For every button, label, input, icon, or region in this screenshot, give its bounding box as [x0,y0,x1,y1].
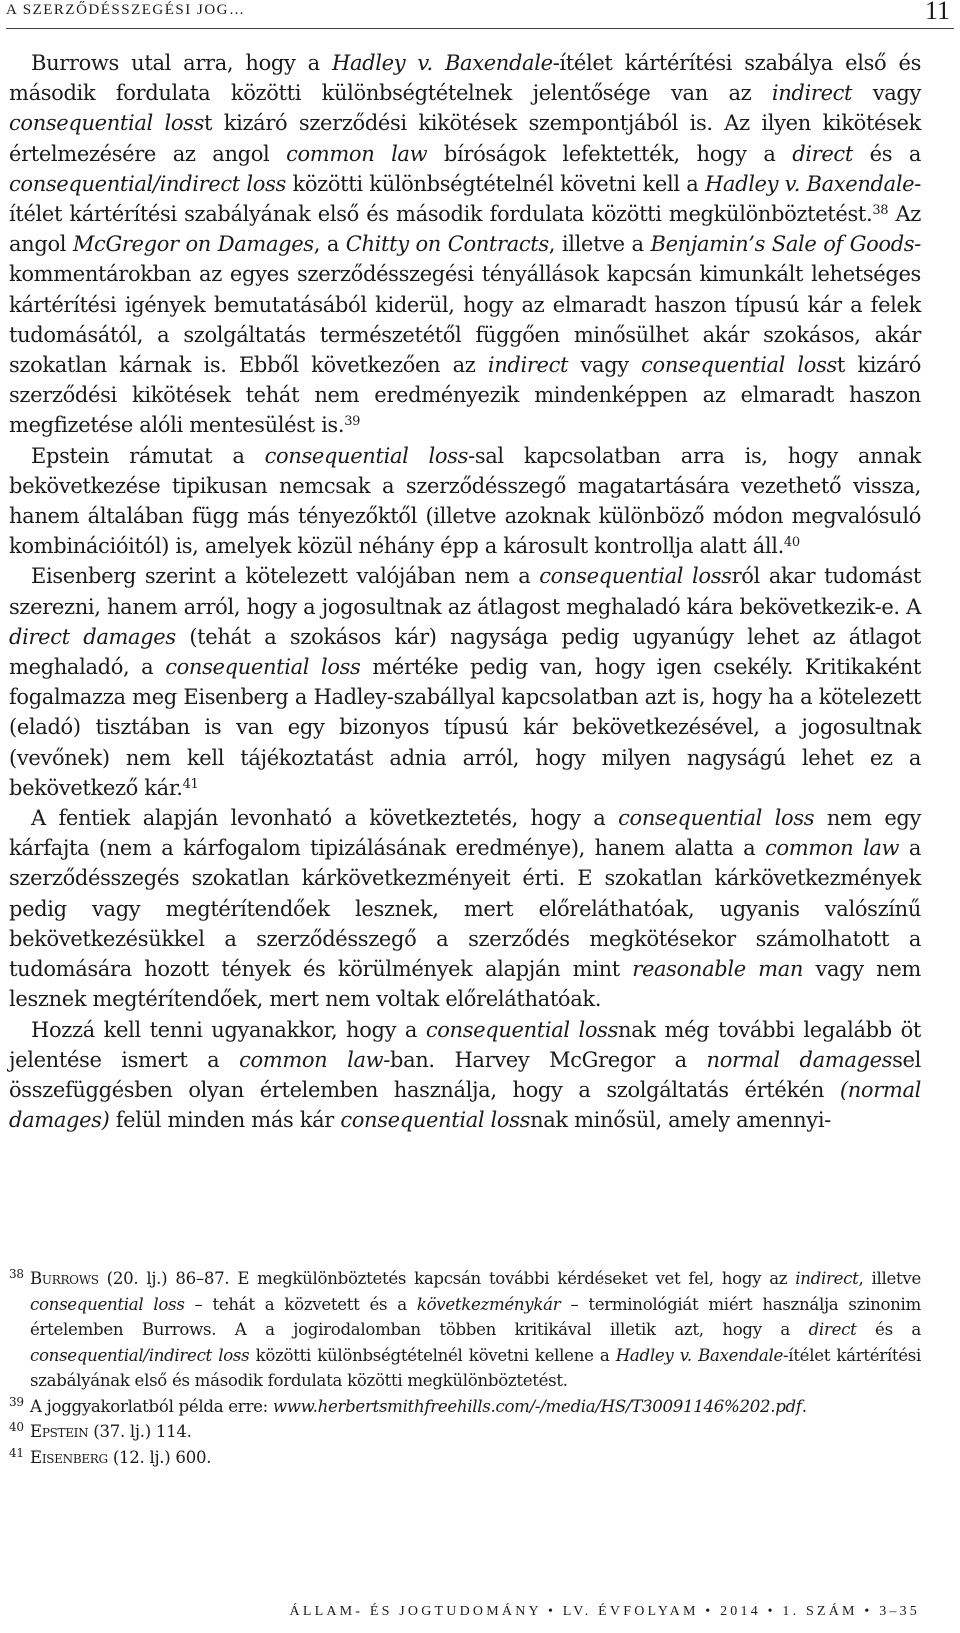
italic-term: consequential/indirect loss [9,171,286,196]
italic-term: consequential loss [9,111,205,136]
italic-term: consequential loss [30,1294,185,1314]
text-run: , illetve [858,1269,921,1288]
text-run: Hozzá kell tenni ugyanakkor, hogy a [31,1017,426,1042]
text-run: ról akar tudomást szerezni, hanem arról, hogy a jogosultnak az átlagost meghaladó kára bekövetkezik-e. A [9,564,922,619]
footnotes [9,1266,921,1470]
footnote-number: 40 [9,1420,24,1434]
italic-term: consequential loss [264,443,469,468]
italic-term: Hadley v. Baxendale [704,171,915,196]
text-run: és a [856,1320,922,1339]
italic-term: direct [808,1320,857,1339]
running-header [6,0,954,29]
text-run: -ban. Harvey McGregor a [383,1047,707,1072]
footnote [9,1419,921,1445]
text-run: A fentiek alapján levonható a következtetés, hogy a [31,806,619,831]
text-run: (12. lj.) 600. [107,1447,212,1467]
italic-term: consequential loss [641,353,837,378]
text-run: vagy nem lesznek megtérítendőek, mert nem voltak előreláthatóak. [9,957,921,1012]
footnote-ref: 40 [783,535,800,551]
italic-term: www.herbertsmithfreehills.com/-/media/HS/T30091146%202.pdf [272,1396,802,1416]
text-run: a szerződésszegés szokatlan kárkövetkezményeit érti. E szokatlan kárkövetkezmények pedig vagy megtérítendőek lesznek, mert előreláthatóak, ugyanis valószínű bekövetkezésükkel a szerződésszegő a szerződés megkötésekor számolhatott a tudomására hozott tények és körülmények alapján mint [9,836,921,982]
text-run: közötti különbségtételnél követni kell a [285,171,705,196]
text-run: bíróságok lefektették, hogy a [427,141,793,166]
text-run: Burrows utal arra, hogy a [31,51,333,75]
text-run: nem egy kárfajta (nem a kárfogalom tipizálásának eredménye), hanem alatta a [9,806,922,861]
italic-term: Hadley v. Baxendale [615,1345,783,1365]
italic-term: common law [286,141,428,166]
italic-term: indirect [795,1269,859,1288]
italic-term: Benjamin’s Sale of Goods [650,232,915,257]
text-run: közötti különbségtételnél követni kellene a [249,1345,616,1365]
italic-term: Hadley v. Baxendale [332,51,553,75]
footnote-ref: 38 [872,203,889,219]
paragraph [9,803,921,1014]
text-run: -sal kapcsolatban arra is, hogy annak bekövetkezése tipikusan nemcsak a szerződésszegő magatartására vezethető vissza, hanem általában függ más tényezőktől (illetve azoknak különböző módon megvalósuló kombinációitól) is, amelyek közül néhány épp a károsult kontrollja alatt áll. [9,443,921,559]
text-run: – tehát a közvetett és a [184,1294,417,1314]
body-text [9,48,921,1135]
italic-term: common law [239,1047,384,1072]
text-run: vagy [852,81,921,106]
text-run: – terminológiát miért használja szinonim értelemben Burrows. A a jogirodalomban többen kritikával illetik azt, hogy a [30,1294,921,1339]
page-number: 11 [924,0,950,25]
author-name: Burrows [30,1269,99,1288]
footnote-ref: 39 [344,414,361,430]
text-run: , a [313,232,346,257]
text-run: t kizáró szerződési kikötések tehát nem eredményezik mindenképpen az elmaradt haszon megfizetése alóli mentesülést is. [9,353,921,438]
paragraph [9,1015,921,1136]
italic-term: consequential loss [340,1108,531,1133]
text-run: t kizáró szerződési kikötések szempontjából is. Az ilyen kikötések értelmezésére az angol [9,111,921,166]
paragraph [9,441,921,562]
footnote [9,1445,921,1471]
text-run: A joggyakorlatból példa erre: [30,1396,273,1416]
author-name: Eisenberg [30,1447,108,1467]
text-run: -ítélet kártérítési szabályának első és második fordulata közötti megkülönböztetést. [9,171,922,227]
italic-term: McGregor on Damages [72,232,314,257]
text-run: Az angol [9,202,921,257]
text-run: (tehát a szokásos kár) nagysága pedig ugyanúgy lehet az átlagot meghaladó, a [9,624,921,680]
journal-footer: ÁLLAM- ÉS JOGTUDOMÁNY • LV. ÉVFOLYAM • 2014 • 1. SZÁM • 3–35 [289,1604,920,1619]
footnote [9,1266,921,1394]
italic-term: direct damages [9,624,176,649]
text-run: Eisenberg szerint a kötelezett valójában nem a [31,564,540,589]
text-run: vagy [568,353,642,378]
text-run: , illetve a [548,232,651,257]
italic-term: indirect [771,81,853,106]
footnote-number: 38 [9,1267,24,1281]
text-run: . [801,1396,807,1416]
text-run: mértéke pedig van, hogy igen csekély. Kritikaként fogalmazza meg Eisenberg a Hadley-szabállyal kapcsolatban azt is, hogy ha a kötelezett (eladó) tisztában is van egy bizonyos típusú kár bekövetkezésével, a jogosultnak (vevőnek) nem kell tájékoztatást adnia arról, hogy milyen nagyságú lehet ez a bekövetkező kár. [9,655,921,800]
italic-term: consequential loss [539,564,732,589]
text-run: és a [852,141,921,166]
footnote-number: 39 [9,1394,24,1409]
paragraph [9,48,921,441]
italic-term: indirect [487,353,569,378]
text-run: -ítélet kártérítési szabálya első és második fordulata közötti különbségtételnek jelentősége van az [9,51,921,106]
paragraph [9,561,921,803]
footnote-ref: 41 [182,776,199,792]
text-run: nak minősül, amely amennyi- [530,1108,831,1133]
footnote [9,1394,921,1420]
italic-term: direct [792,141,853,166]
text-run: felül minden más kár [109,1108,341,1133]
running-title: A SZERZŐDÉSSZEGÉSI JOG… [6,2,246,18]
italic-term: normal damages [706,1047,893,1072]
italic-term: consequential loss [618,806,815,831]
text-run: sel összefüggésben olyan értelemben használja, hogy a szolgáltatás értékén [9,1047,921,1102]
text-run: -kommentárokban az egyes szerződésszegési tényállások kapcsán kimunkált lehetséges kártérítési igények bemutatásából kiderül, hogy az elmaradt haszon típusú kár a felek tudomásától, a szolgáltatás természetétől függően minősülhet akár szokásos, akár szokatlan kárnak is. Ebből következően az [9,232,921,378]
italic-term: consequential loss [425,1017,619,1042]
footnote-number: 41 [9,1445,24,1460]
author-name: Epstein [30,1422,89,1441]
italic-term: common law [765,836,900,861]
italic-term: Chitty on Contracts [345,232,549,257]
italic-term: reasonable man [632,957,804,982]
text-run: Epstein rámutat a [31,443,265,468]
text-run: -ítélet kártérítési szabályának első és második fordulata közötti megkülönböztetést. [30,1345,921,1390]
italic-term: (normal damages) [9,1077,921,1133]
italic-term: consequential/indirect loss [30,1345,250,1365]
text-run: (37. lj.) 114. [88,1422,192,1441]
italic-term: consequential loss [165,655,361,680]
text-run: nak még további legalább öt jelentése ismert a [9,1017,921,1072]
italic-term: következménykár [416,1294,561,1314]
text-run: (20. lj.) 86–87. E megkülönböztetés kapcsán további kérdéseket vet fel, hogy az [98,1269,796,1288]
